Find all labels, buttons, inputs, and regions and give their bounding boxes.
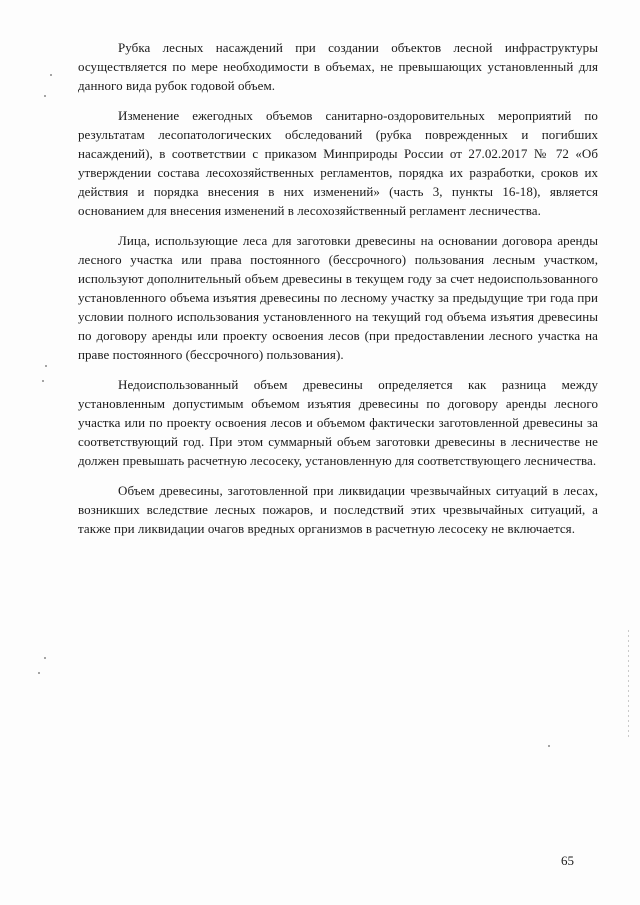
page-number: 65: [561, 853, 574, 868]
paragraph-infrastructure-felling: Рубка лесных насаждений при создании объектов лесной инфраструктуры осуществляется по мере необходимости в объемах, не превышающих установленный для данного вида рубок годовой объем.: [78, 40, 598, 93]
scan-speck: [38, 672, 40, 674]
document-body: [78, 38, 598, 549]
scan-edge-line: [628, 630, 629, 740]
paragraph-additional-volume: Лица, использующие леса для заготовки древесины на основании договора аренды лесного участка или права постоянного (бессрочного) пользования лесным участком, используют дополнительный объем древесины в текущем году за счет недоиспользованного установленного объема изъятия древесины по лесному участку за предыдущие три года при условии полного использования установленного на текущий год объема изъятия древесины по договору аренды или проекту освоения лесов (при предоставлении лесного участка на праве постоянного (бессрочного) пользования).: [78, 233, 598, 362]
paragraph-underused-volume: Недоиспользованный объем древесины определяется как разница между установленным допустимым объемом изъятия древесины по договору аренды лесного участка или по проекту освоения лесов и объемом фактически заготовленной древесины за соответствующий год. При этом суммарный объем заготовки древесины в лесничестве не должен превышать расчетную лесосеку, установленную для соответствующего лесничества.: [78, 377, 598, 468]
paragraph-emergency-volume: Объем древесины, заготовленной при ликвидации чрезвычайных ситуаций в лесах, возникших вследствие лесных пожаров, и последствий этих чрезвычайных ситуаций, а также при ликвидации очагов вредных организмов в расчетную лесосеку не включается.: [78, 483, 598, 536]
scan-speck: [44, 657, 46, 659]
scan-speck: [50, 74, 52, 76]
scan-speck: [45, 365, 47, 367]
paragraph-sanitary-measures: Изменение ежегодных объемов санитарно-оздоровительных мероприятий по результатам лесопатологических обследований (рубка поврежденных и погибших насаждений), в соответствии с приказом Минприроды России от 27.02.2017 № 72 «Об утверждении состава лесохозяйственных регламентов, порядка их разработки, сроков их действия и порядка внесения в них изменений» (часть 3, пункты 16-18), является основанием для внесения изменений в лесохозяйственный регламент лесничества.: [78, 108, 598, 218]
scan-speck: [548, 745, 550, 747]
scan-speck: [42, 380, 44, 382]
scan-speck: [44, 95, 46, 97]
